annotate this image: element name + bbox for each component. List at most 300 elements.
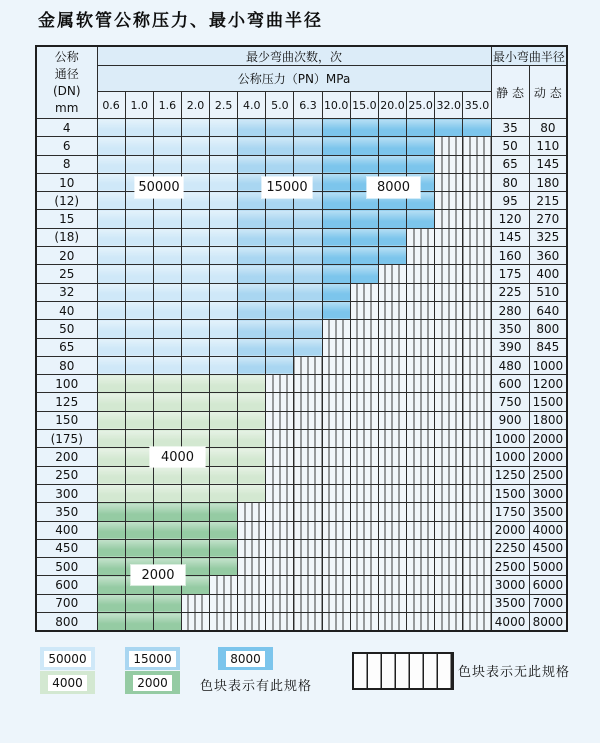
spec-cell — [322, 155, 350, 173]
no-spec-cell — [294, 375, 322, 393]
spec-cell — [238, 356, 266, 374]
spec-cell — [322, 265, 350, 283]
spec-cell — [181, 247, 209, 265]
no-spec-cell — [350, 356, 378, 374]
static-radius-value: 480 — [491, 356, 529, 374]
no-spec-cell — [407, 448, 435, 466]
no-spec-cell — [322, 539, 350, 557]
no-spec-cell — [463, 576, 491, 594]
no-spec-cell — [463, 173, 491, 191]
spec-cell — [238, 210, 266, 228]
spec-cell — [238, 265, 266, 283]
spec-cell — [153, 503, 181, 521]
static-radius-value: 350 — [491, 320, 529, 338]
no-spec-cell — [238, 539, 266, 557]
no-spec-cell — [463, 448, 491, 466]
dn-header-line: (DN) — [52, 83, 81, 98]
no-spec-cell — [266, 393, 294, 411]
spec-cell — [153, 393, 181, 411]
spec-cell — [181, 283, 209, 301]
spec-cell — [294, 210, 322, 228]
no-spec-cell — [294, 503, 322, 521]
no-spec-cell — [294, 393, 322, 411]
spec-cell — [125, 466, 153, 484]
spec-cell — [153, 155, 181, 173]
bend-cycles-header: 最少弯曲次数，次 — [97, 46, 491, 66]
spec-cell — [97, 210, 125, 228]
spec-cell — [181, 484, 209, 502]
dn-cell: 500 — [36, 558, 97, 576]
spec-cell — [322, 137, 350, 155]
spec-cell — [125, 613, 153, 632]
dynamic-radius-value: 215 — [529, 192, 567, 210]
no-spec-cell — [266, 558, 294, 576]
no-spec-cell — [266, 484, 294, 502]
no-spec-cell — [463, 484, 491, 502]
no-spec-cell — [350, 375, 378, 393]
spec-cell — [210, 521, 238, 539]
dynamic-radius-value: 640 — [529, 301, 567, 319]
label-15000: 15000 — [262, 177, 312, 198]
spec-cell — [125, 393, 153, 411]
spec-cell — [97, 173, 125, 191]
no-spec-cell — [463, 155, 491, 173]
spec-cell — [153, 539, 181, 557]
table-row-dn-40 — [36, 301, 567, 319]
spec-cell — [210, 558, 238, 576]
no-spec-cell — [435, 448, 463, 466]
dn-cell: 40 — [36, 301, 97, 319]
spec-cell — [181, 466, 209, 484]
dynamic-radius-value: 1500 — [529, 393, 567, 411]
no-spec-cell — [350, 484, 378, 502]
spec-cell — [97, 137, 125, 155]
spec-cell — [153, 430, 181, 448]
no-spec-cell — [435, 247, 463, 265]
no-spec-cell — [435, 192, 463, 210]
no-spec-cell — [407, 503, 435, 521]
dynamic-radius-value: 7000 — [529, 594, 567, 612]
dn-cell: 10 — [36, 173, 97, 191]
table-row-dn-15 — [36, 210, 567, 228]
dynamic-radius-value: 6000 — [529, 576, 567, 594]
no-spec-cell — [463, 301, 491, 319]
dn-cell: 250 — [36, 466, 97, 484]
table-row-dn-80 — [36, 356, 567, 374]
spec-cell — [125, 228, 153, 246]
spec-cell — [181, 393, 209, 411]
dynamic-radius-value: 110 — [529, 137, 567, 155]
legend-no-spec-swatch — [352, 652, 454, 690]
no-spec-cell — [378, 356, 406, 374]
no-spec-cell — [463, 192, 491, 210]
dn-cell: 32 — [36, 283, 97, 301]
spec-cell — [238, 137, 266, 155]
spec-cell — [463, 119, 491, 137]
static-radius-value: 900 — [491, 411, 529, 429]
legend-swatch-4000 — [40, 671, 95, 694]
no-spec-cell — [322, 356, 350, 374]
spec-cell — [125, 155, 153, 173]
no-spec-cell — [463, 338, 491, 356]
static-radius-value: 390 — [491, 338, 529, 356]
no-spec-cell — [407, 521, 435, 539]
no-spec-cell — [378, 411, 406, 429]
table-row-dn-200 — [36, 448, 567, 466]
dn-cell: 6 — [36, 137, 97, 155]
no-spec-cell — [350, 576, 378, 594]
spec-cell — [210, 539, 238, 557]
spec-cell — [210, 430, 238, 448]
spec-cell — [210, 338, 238, 356]
dn-header-line: 通径 — [54, 66, 79, 81]
no-spec-cell — [435, 430, 463, 448]
dynamic-radius-value: 2000 — [529, 430, 567, 448]
no-spec-cell — [378, 594, 406, 612]
spec-cell — [97, 503, 125, 521]
dn-cell: 4 — [36, 119, 97, 137]
spec-cell — [125, 411, 153, 429]
pressure-col-header: 4.0 — [238, 92, 266, 119]
no-spec-cell — [350, 338, 378, 356]
no-spec-cell — [322, 448, 350, 466]
spec-cell — [210, 155, 238, 173]
no-spec-cell — [435, 320, 463, 338]
no-spec-cell — [350, 448, 378, 466]
no-spec-cell — [266, 576, 294, 594]
no-spec-cell — [322, 576, 350, 594]
spec-cell — [210, 265, 238, 283]
header-row-2 — [36, 66, 567, 92]
dn-cell: (175) — [36, 430, 97, 448]
no-spec-cell — [378, 320, 406, 338]
dn-cell: (18) — [36, 228, 97, 246]
spec-cell — [125, 247, 153, 265]
spec-cell — [266, 228, 294, 246]
spec-cell — [97, 594, 125, 612]
spec-cell — [210, 192, 238, 210]
no-spec-cell — [463, 411, 491, 429]
spec-cell — [97, 119, 125, 137]
spec-cell — [322, 210, 350, 228]
spec-cell — [125, 301, 153, 319]
dn-cell: 400 — [36, 521, 97, 539]
spec-cell — [97, 521, 125, 539]
spec-cell — [350, 247, 378, 265]
table-row-dn-32 — [36, 283, 567, 301]
no-spec-cell — [350, 411, 378, 429]
spec-cell — [97, 393, 125, 411]
table-row-dn-20 — [36, 247, 567, 265]
dynamic-radius-value: 2000 — [529, 448, 567, 466]
table-row-dn-400 — [36, 521, 567, 539]
dn-cell: 8 — [36, 155, 97, 173]
dynamic-radius-value: 4000 — [529, 521, 567, 539]
no-spec-cell — [378, 430, 406, 448]
dn-cell: (12) — [36, 192, 97, 210]
no-spec-cell — [407, 466, 435, 484]
no-spec-cell — [210, 613, 238, 632]
no-spec-cell — [322, 338, 350, 356]
label-4000: 4000 — [150, 447, 205, 467]
no-spec-cell — [378, 301, 406, 319]
spec-cell — [181, 119, 209, 137]
spec-cell — [97, 466, 125, 484]
spec-cell — [238, 448, 266, 466]
spec-cell — [294, 283, 322, 301]
no-spec-cell — [407, 265, 435, 283]
static-radius-value: 3500 — [491, 594, 529, 612]
no-spec-cell — [266, 430, 294, 448]
spec-cell — [210, 228, 238, 246]
no-spec-cell — [407, 430, 435, 448]
static-radius-value: 95 — [491, 192, 529, 210]
dynamic-radius-value: 400 — [529, 265, 567, 283]
no-spec-cell — [378, 393, 406, 411]
no-spec-cell — [266, 503, 294, 521]
no-spec-cell — [322, 484, 350, 502]
no-spec-cell — [238, 576, 266, 594]
no-spec-cell — [435, 228, 463, 246]
no-spec-cell — [435, 558, 463, 576]
table-row-dn-600 — [36, 576, 567, 594]
pressure-col-header: 6.3 — [294, 92, 322, 119]
spec-cell — [125, 283, 153, 301]
no-spec-cell — [407, 393, 435, 411]
no-spec-cell — [322, 594, 350, 612]
no-spec-cell — [294, 448, 322, 466]
static-radius-value: 2500 — [491, 558, 529, 576]
no-spec-cell — [435, 173, 463, 191]
spec-cell — [238, 430, 266, 448]
spec-cell — [153, 210, 181, 228]
no-spec-cell — [435, 539, 463, 557]
no-spec-cell — [463, 503, 491, 521]
spec-cell — [153, 137, 181, 155]
spec-cell — [407, 210, 435, 228]
spec-cell — [181, 320, 209, 338]
static-radius-value: 35 — [491, 119, 529, 137]
spec-cell — [294, 119, 322, 137]
table-row-dn-65 — [36, 338, 567, 356]
pressure-col-header: 2.5 — [210, 92, 238, 119]
no-spec-cell — [350, 320, 378, 338]
no-spec-cell — [435, 393, 463, 411]
spec-cell — [153, 338, 181, 356]
no-spec-cell — [407, 320, 435, 338]
no-spec-cell — [407, 539, 435, 557]
header-row-pressures — [36, 92, 567, 119]
static-radius-value: 1000 — [491, 430, 529, 448]
no-spec-cell — [463, 393, 491, 411]
static-radius-value: 2250 — [491, 539, 529, 557]
no-spec-cell — [407, 228, 435, 246]
no-spec-cell — [463, 430, 491, 448]
dn-cell: 50 — [36, 320, 97, 338]
no-spec-cell — [407, 247, 435, 265]
static-radius-value: 120 — [491, 210, 529, 228]
spec-cell — [378, 210, 406, 228]
spec-cell — [266, 137, 294, 155]
spec-cell — [210, 301, 238, 319]
spec-cell — [210, 375, 238, 393]
table-row-dn-100 — [36, 375, 567, 393]
spec-cell — [266, 338, 294, 356]
spec-cell — [238, 393, 266, 411]
spec-cell — [181, 173, 209, 191]
static-radius-value: 160 — [491, 247, 529, 265]
spec-cell — [153, 247, 181, 265]
legend-swatch-2000 — [125, 671, 180, 694]
no-spec-cell — [294, 558, 322, 576]
no-spec-cell — [322, 393, 350, 411]
dynamic-radius-value: 1200 — [529, 375, 567, 393]
dn-cell: 125 — [36, 393, 97, 411]
pressure-col-header: 1.6 — [153, 92, 181, 119]
no-spec-cell — [350, 503, 378, 521]
table-row-dn-18 — [36, 228, 567, 246]
no-spec-cell — [378, 283, 406, 301]
spec-cell — [181, 210, 209, 228]
spec-cell — [210, 356, 238, 374]
no-spec-cell — [435, 503, 463, 521]
spec-cell — [350, 265, 378, 283]
spec-cell — [97, 301, 125, 319]
pressure-col-header: 32.0 — [435, 92, 463, 119]
spec-cell — [407, 155, 435, 173]
no-spec-cell — [266, 613, 294, 632]
spec-cell — [322, 192, 350, 210]
spec-cell — [266, 283, 294, 301]
dynamic-radius-value: 5000 — [529, 558, 567, 576]
spec-cell — [97, 375, 125, 393]
spec-cell — [378, 247, 406, 265]
no-spec-cell — [435, 466, 463, 484]
table-row-dn-150 — [36, 411, 567, 429]
label-2000: 2000 — [131, 565, 185, 585]
no-spec-cell — [435, 411, 463, 429]
dn-cell: 150 — [36, 411, 97, 429]
spec-cell — [294, 155, 322, 173]
dynamic-radius-value: 3500 — [529, 503, 567, 521]
legend-swatch-label: 8000 — [226, 651, 265, 667]
spec-cell — [238, 466, 266, 484]
no-spec-cell — [463, 247, 491, 265]
no-spec-cell — [350, 594, 378, 612]
no-spec-cell — [210, 594, 238, 612]
spec-cell — [210, 484, 238, 502]
spec-cell — [181, 375, 209, 393]
spec-cell — [153, 466, 181, 484]
dynamic-radius-value: 4500 — [529, 539, 567, 557]
legend-swatch-label: 4000 — [48, 675, 87, 691]
no-spec-cell — [238, 521, 266, 539]
spec-cell — [97, 576, 125, 594]
dynamic-radius-value: 845 — [529, 338, 567, 356]
table-row-dn-175 — [36, 430, 567, 448]
spec-cell — [153, 228, 181, 246]
spec-cell — [210, 210, 238, 228]
spec-cell — [407, 137, 435, 155]
spec-cell — [266, 119, 294, 137]
static-radius-value: 1250 — [491, 466, 529, 484]
no-spec-cell — [322, 503, 350, 521]
no-spec-cell — [435, 137, 463, 155]
spec-cell — [125, 375, 153, 393]
table-row-dn-250 — [36, 466, 567, 484]
no-spec-cell — [294, 594, 322, 612]
pressure-col-header: 15.0 — [350, 92, 378, 119]
spec-cell — [266, 265, 294, 283]
no-spec-cell — [435, 338, 463, 356]
spec-cell — [181, 137, 209, 155]
static-radius-value: 50 — [491, 137, 529, 155]
no-spec-cell — [266, 594, 294, 612]
spec-cell — [153, 484, 181, 502]
spec-cell — [97, 411, 125, 429]
spec-cell — [266, 356, 294, 374]
spec-cell — [294, 228, 322, 246]
pressure-col-header: 0.6 — [97, 92, 125, 119]
dynamic-radius-value: 270 — [529, 210, 567, 228]
no-spec-cell — [378, 539, 406, 557]
table-row-dn-25 — [36, 265, 567, 283]
spec-cell — [181, 155, 209, 173]
spec-cell — [210, 393, 238, 411]
label-8000: 8000 — [367, 177, 420, 198]
no-spec-cell — [294, 466, 322, 484]
no-spec-cell — [294, 576, 322, 594]
legend-swatch-label: 2000 — [133, 675, 172, 691]
spec-cell — [125, 356, 153, 374]
no-spec-cell — [266, 539, 294, 557]
dynamic-radius-value: 8000 — [529, 613, 567, 632]
no-spec-cell — [294, 484, 322, 502]
no-spec-cell — [463, 466, 491, 484]
no-spec-cell — [210, 576, 238, 594]
static-radius-value: 1750 — [491, 503, 529, 521]
legend-swatch-15000 — [125, 647, 180, 670]
dn-header-line: mm — [55, 100, 79, 115]
spec-cell — [238, 119, 266, 137]
no-spec-cell — [266, 411, 294, 429]
dynamic-radius-value: 325 — [529, 228, 567, 246]
spec-cell — [266, 247, 294, 265]
no-spec-cell — [350, 539, 378, 557]
spec-cell — [238, 155, 266, 173]
dn-cell: 450 — [36, 539, 97, 557]
no-spec-cell — [322, 320, 350, 338]
dn-cell: 700 — [36, 594, 97, 612]
dynamic-radius-value: 360 — [529, 247, 567, 265]
no-spec-cell — [463, 283, 491, 301]
spec-cell — [266, 320, 294, 338]
dynamic-radius-value: 1800 — [529, 411, 567, 429]
spec-cell — [125, 594, 153, 612]
no-spec-cell — [238, 558, 266, 576]
pressure-col-header: 2.0 — [181, 92, 209, 119]
label-50000: 50000 — [135, 177, 183, 198]
no-spec-cell — [435, 265, 463, 283]
dynamic-radius-value: 3000 — [529, 484, 567, 502]
spec-cell — [210, 119, 238, 137]
spec-cell — [181, 338, 209, 356]
table-row-dn-50 — [36, 320, 567, 338]
legend-swatch-50000 — [40, 647, 95, 670]
no-spec-cell — [407, 594, 435, 612]
spec-cell — [181, 411, 209, 429]
spec-cell — [238, 301, 266, 319]
